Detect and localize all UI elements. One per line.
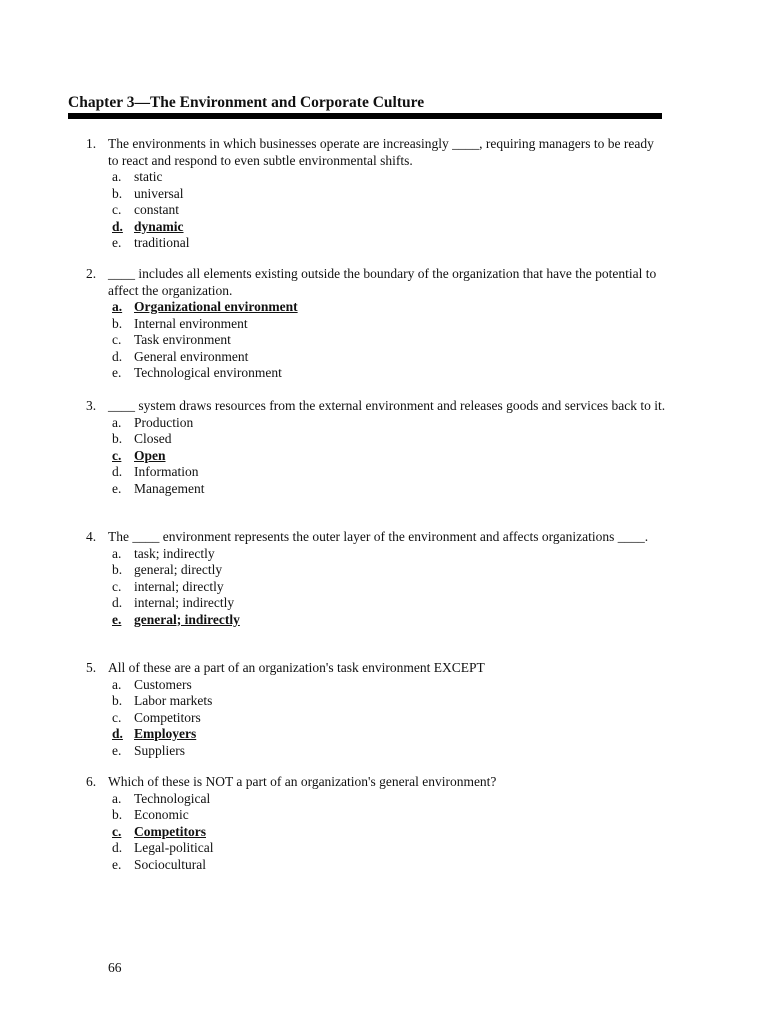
answer-choice xyxy=(86,415,666,432)
chapter-title: Chapter 3—The Environment and Corporate Culture xyxy=(68,94,425,111)
choice-text: Closed xyxy=(134,431,172,446)
choice-letter: e. xyxy=(112,365,122,380)
title-divider xyxy=(68,113,662,119)
choice-letter: d. xyxy=(112,464,123,479)
question-3 xyxy=(86,398,666,497)
correct-answer-choice xyxy=(86,612,666,629)
choice-text: internal; indirectly xyxy=(134,595,235,610)
correct-answer-choice xyxy=(86,219,666,236)
choice-letter: e. xyxy=(112,611,122,627)
choice-letter: a. xyxy=(112,545,122,561)
choice-letter: b. xyxy=(112,807,123,822)
question-number: 5. xyxy=(86,660,97,675)
answer-choice xyxy=(86,807,666,824)
choice-text: Open xyxy=(134,447,166,463)
page-number: 66 xyxy=(108,960,122,975)
question-number: 4. xyxy=(86,529,97,544)
choice-text: dynamic xyxy=(134,218,184,234)
answer-choice xyxy=(86,186,666,203)
answer-choice xyxy=(86,546,666,563)
choice-text: Labor markets xyxy=(134,693,213,708)
choice-letter: c. xyxy=(112,578,122,594)
answer-choice xyxy=(86,840,666,857)
choice-text: static xyxy=(134,169,163,184)
question-number: 6. xyxy=(86,774,97,789)
question-number: 1. xyxy=(86,136,97,151)
choice-letter: e. xyxy=(112,235,122,250)
answer-choice xyxy=(86,464,666,481)
question-stem xyxy=(86,660,666,677)
answer-choice xyxy=(86,481,666,498)
choice-text: Legal-political xyxy=(134,840,214,855)
question-stem xyxy=(86,398,666,415)
answer-choice xyxy=(86,235,666,252)
choice-text: Customers xyxy=(134,676,192,692)
choice-letter: a. xyxy=(112,414,122,430)
choice-text: general; directly xyxy=(134,562,223,577)
choice-text: Employers xyxy=(134,726,197,741)
choice-letter: a. xyxy=(112,169,122,184)
choice-text: Competitors xyxy=(134,709,201,725)
choice-letter: b. xyxy=(112,693,123,708)
choice-letter: c. xyxy=(112,823,122,839)
choice-letter: c. xyxy=(112,332,122,347)
answer-choice xyxy=(86,743,666,760)
choice-text: universal xyxy=(134,185,184,201)
choice-text: Economic xyxy=(134,807,189,822)
question-text: The ____ environment represents the outer layer of the environment and affects organizations ____. xyxy=(108,529,649,544)
answer-choice xyxy=(86,579,666,596)
choice-letter: e. xyxy=(112,742,122,758)
choice-text: Competitors xyxy=(134,823,206,839)
answer-choice xyxy=(86,562,666,579)
choice-letter: a. xyxy=(112,299,123,314)
answer-choice xyxy=(86,710,666,727)
choice-text: Suppliers xyxy=(134,742,186,758)
choice-text: constant xyxy=(134,202,179,217)
answer-choice xyxy=(86,202,666,219)
answer-choice xyxy=(86,169,666,186)
choice-letter: a. xyxy=(112,790,122,806)
question-text: All of these are a part of an organization's task environment EXCEPT xyxy=(108,660,485,675)
choice-text: General environment xyxy=(134,348,249,364)
choice-letter: c. xyxy=(112,709,122,725)
choice-text: Organizational environment xyxy=(134,299,298,314)
choice-text: Technological xyxy=(134,790,211,806)
choice-text: Production xyxy=(134,414,194,430)
choice-text: Information xyxy=(134,464,199,479)
answer-choice xyxy=(86,857,666,874)
choice-letter: d. xyxy=(112,840,123,855)
choice-text: task; indirectly xyxy=(134,545,215,561)
question-1 xyxy=(86,136,666,252)
choice-letter: a. xyxy=(112,676,122,692)
answer-choice xyxy=(86,595,666,612)
answer-choice xyxy=(86,677,666,694)
choice-text: Sociocultural xyxy=(134,856,206,872)
answer-choice xyxy=(86,791,666,808)
question-5 xyxy=(86,660,666,759)
choice-text: Internal environment xyxy=(134,315,248,331)
question-stem xyxy=(86,266,666,299)
choice-letter: e. xyxy=(112,480,122,496)
correct-answer-choice xyxy=(86,299,666,316)
question-number: 2. xyxy=(86,266,97,281)
choice-letter: c. xyxy=(112,202,122,217)
choice-letter: d. xyxy=(112,595,123,610)
question-stem xyxy=(86,529,666,546)
question-stem xyxy=(86,774,666,791)
choice-letter: d. xyxy=(112,348,123,364)
choice-letter: e. xyxy=(112,856,122,872)
choice-letter: b. xyxy=(112,315,123,331)
choice-letter: b. xyxy=(112,185,123,201)
question-text: ____ system draws resources from the external environment and releases goods and services back to it. xyxy=(108,398,666,413)
answer-choice xyxy=(86,332,666,349)
question-number: 3. xyxy=(86,398,97,413)
question-4 xyxy=(86,529,666,628)
choice-text: general; indirectly xyxy=(134,611,240,627)
answer-choice xyxy=(86,349,666,366)
choice-letter: c. xyxy=(112,447,122,463)
question-text: Which of these is NOT a part of an organization's general environment? xyxy=(108,774,497,789)
answer-choice xyxy=(86,316,666,333)
answer-choice xyxy=(86,431,666,448)
choice-text: Management xyxy=(134,480,205,496)
answer-choice xyxy=(86,693,666,710)
question-text: The environments in which businesses operate are increasingly ____, requiring managers to be ready to react and respond to even subtle environmental shifts. xyxy=(108,136,654,168)
question-6 xyxy=(86,774,666,873)
choice-text: traditional xyxy=(134,235,190,250)
correct-answer-choice xyxy=(86,824,666,841)
question-text: ____ includes all elements existing outside the boundary of the organization that have the potential to affect the organization. xyxy=(108,266,657,298)
choice-letter: d. xyxy=(112,726,123,741)
answer-choice xyxy=(86,365,666,382)
choice-letter: d. xyxy=(112,218,123,234)
correct-answer-choice xyxy=(86,726,666,743)
question-2 xyxy=(86,266,666,382)
choice-text: Task environment xyxy=(134,332,231,347)
choice-text: internal; directly xyxy=(134,578,224,594)
choice-text: Technological environment xyxy=(134,365,282,380)
choice-letter: b. xyxy=(112,562,123,577)
question-stem xyxy=(86,136,666,169)
choice-letter: b. xyxy=(112,431,123,446)
correct-answer-choice xyxy=(86,448,666,465)
